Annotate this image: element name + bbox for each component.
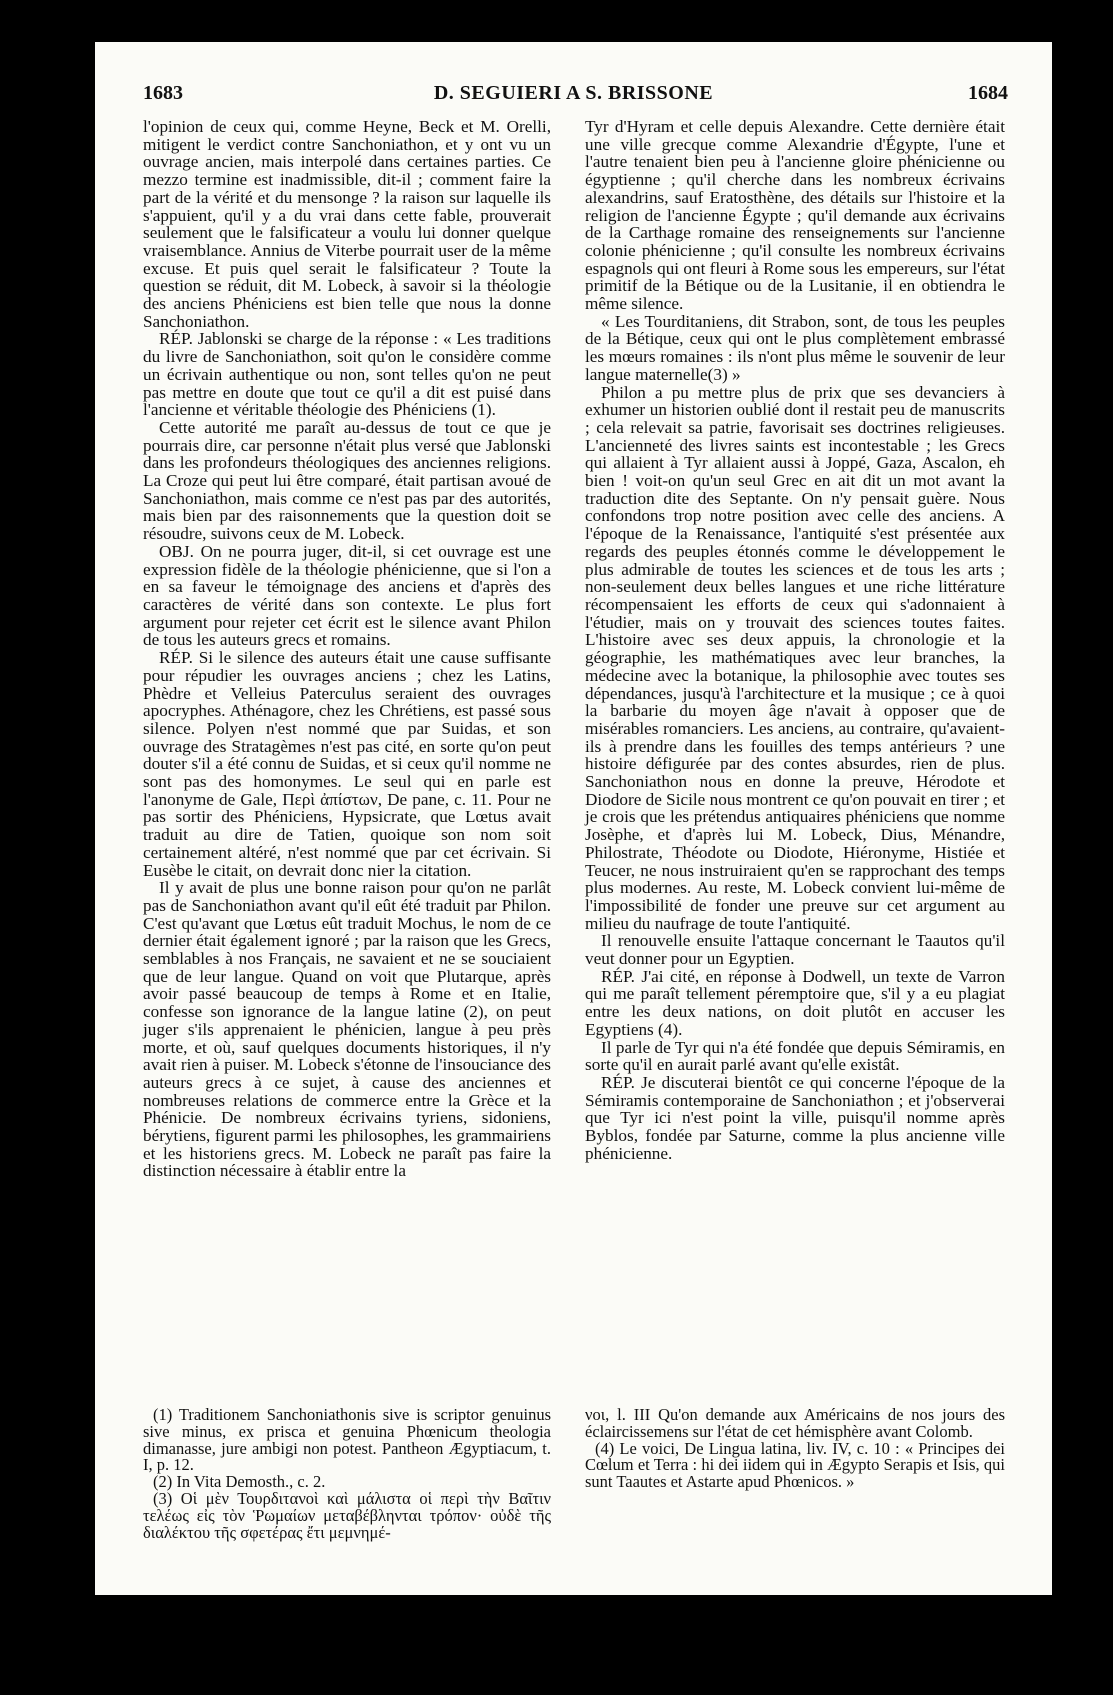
- paragraph: Il parle de Tyr qui n'a été fondée que depuis Sémiramis, en sorte qu'il en aurait parlé avant qu'elle existât.: [585, 1037, 1005, 1075]
- paragraph: Il renouvelle ensuite l'attaque concernant le Taautos qu'il veut donner pour un Egyptien.: [585, 931, 1005, 969]
- paragraph: l'opinion de ceux qui, comme Heyne, Beck et M. Orelli, mitigent le verdict contre Sanchoniathon, et y ont vu un ouvrage ancien, mais interpolé dans certaines parties. Ce mezzo termine est inadmissible, dit-il ; comment faire la part de la vérité et du mensonge ? la raison sur laquelle ils s'appuient, qu'il y a du vrai dans cette fable, prouverait seulement que le falsificateur a voulu lui donner quelque vraisemblance. Annius de Viterbe pourrait user de la même excuse. Et puis quel serait le falsificateur ? Toute la question se réduit, dit M. Lobeck, à savoir si la théologie des anciens Phéniciens est bien telle que nous la donne Sanchoniathon.: [143, 117, 551, 331]
- footnotes-right: [585, 1407, 1005, 1491]
- footnotes-left: [143, 1407, 551, 1541]
- paragraph: RÉP. Si le silence des auteurs était une cause suffisante pour répudier les ouvrages anciens ; chez les Latins, Phèdre et Velleius Paterculus seraient des ouvrages apocryphes. Athénagore, chez les Chrétiens, est passé sous silence. Polyen n'est nommé que par Suidas, et son ouvrage des Stratagèmes n'est pas cité, en sorte qu'on peut douter s'il a été connu de Suidas, et si ceux qu'il nomme ne sont pas des homonymes. Le seul qui en parle est l'anonyme de Gale, Περὶ ἀπίστων, De pane, c. 11. Pour ne pas sortir des Phéniciens, Hypsicrate, que Lœtus avait traduit au dire de Tatien, quoique son nom soit certainement altéré, n'est nommé que par cet écrivain. Si Eusèbe le citait, on devrait donc nier la citation.: [143, 648, 551, 880]
- right-column: [585, 118, 1005, 1162]
- running-title: D. SEGUIERI A S. BRISSONE: [433, 82, 714, 104]
- footnote: (4) Le voici, De Lingua latina, liv. IV, c. 10 : « Principes dei Cœlum et Terra : hi dei iidem qui in Ægypto Serapis et Isis, qui sunt Taautes et Astarte apud Phœnicos. »: [585, 1438, 1005, 1492]
- paragraph: Cette autorité me paraît au-dessus de tout ce que je pourrais dire, car personne n'était plus versé que Jablonski dans les profondeurs théologiques des anciennes religions. La Croze qui peut lui être comparé, était partisan avoué de Sanchoniathon, mais comme ce n'est pas par des autorités, mais bien par des raisonnements que la question doit se résoudre, suivons ceux de M. Lobeck.: [143, 417, 551, 544]
- page-number-right: 1684: [968, 82, 1008, 104]
- footnote: (2) In Vita Demosth., c. 2.: [153, 1472, 326, 1492]
- paragraph: Il y avait de plus une bonne raison pour qu'on ne parlât pas de Sanchoniathon avant qu'il eût été traduit par Philon. C'est qu'avant que Lœtus eût traduit Mochus, le nom de ce dernier était également ignoré ; par la raison que les Grecs, semblables à nos Français, ne savaient et ne se souciaient que de leur langue. Quand on voit que Plutarque, après avoir passé beaucoup de temps à Rome et en Italie, confesse son ignorance de la langue latine (2), on peut juger s'ils apprenaient le phénicien, langue à peu près morte, et où, sauf quelques documents historiques, il n'y avait rien à puiser. M. Lobeck s'étonne de l'insouciance des auteurs grecs à ce sujet, à cause des anciennes et nombreuses relations de commerce entre la Grèce et la Phénicie. De nombreux écrivains tyriens, sidoniens, bérytiens, figurent parmi les philosophes, les grammairiens et les historiens grecs. M. Lobeck ne paraît pas faire la distinction nécessaire à établir entre la: [143, 878, 551, 1181]
- page-number-left: 1683: [143, 82, 183, 104]
- paragraph: RÉP. Jablonski se charge de la réponse : « Les traditions du livre de Sanchoniathon, soit qu'on le considère comme un écrivain authentique ou non, sont telles qu'on ne peut pas mettre en doute que tout ce qu'il a dit est puisé dans l'ancienne et véritable théologie des Phéniciens (1).: [143, 329, 551, 420]
- paragraph: RÉP. Je discuterai bientôt ce qui concerne l'époque de la Sémiramis contemporaine de Sanchoniathon ; et j'observerai que Tyr ici n'est point la ville, puisqu'il nomme après Byblos, fondée par Saturne, comme la plus ancienne ville phénicienne.: [585, 1072, 1005, 1163]
- book-page: [95, 42, 1052, 1595]
- paragraph: « Les Tourditaniens, dit Strabon, sont, de tous les peuples de la Bétique, ceux qui ont le plus complètement embrassé les mœurs romaines : ils n'ont plus même le souvenir de leur langue maternelle(3) »: [585, 311, 1005, 384]
- footnote: (1) Traditionem Sanchoniathonis sive is scriptor genuinus sive minus, ex prisca et genuina Phœnicum theologia dimanasse, jure ambigi non potest. Pantheon Ægyptiacum, t. I, p. 12.: [143, 1405, 551, 1475]
- paragraph: RÉP. J'ai cité, en réponse à Dodwell, un texte de Varron qui me paraît tellement péremptoire que, s'il y a eu plagiat entre les deux nations, on doit plutôt en accuser les Egyptiens (4).: [585, 966, 1005, 1039]
- paragraph: OBJ. On ne pourra juger, dit-il, si cet ouvrage est une expression fidèle de la théologie phénicienne, que si l'on a en sa faveur le témoignage des anciens et d'après des caractères de vérité dans son contexte. Le plus fort argument pour rejeter cet écrit est le silence avant Philon de tous les auteurs grecs et romains.: [143, 541, 551, 650]
- paragraph: Philon a pu mettre plus de prix que ses devanciers à exhumer un historien oublié dont il restait peu de manuscrits ; cela relevait sa patrie, favorisait ses doctrines religieuses. L'ancienneté des livres saints est incontestable ; les Grecs qui allaient à Tyr allaient aussi à Joppé, Gaza, Ascalon, eh bien ! voit-on qu'un seul Grec en ait dit un mot avant la traduction dite des Septante. On n'y pensait guère. Nous confondons trop notre position avec celle des anciens. A l'époque de la Renaissance, l'antiquité s'est présentée aux regards des peuples étonnés comme le développement le plus admirable de toutes les sciences et de tous les arts ; non-seulement deux belles langues et une riche littérature récompensaient les efforts de ceux qui s'adonnaient à l'étudier, mais on y trouvait des sciences toutes faites. L'histoire avec ses deux appuis, la chronologie et la géographie, les mathématiques avec leur branches, la médecine avec la botanique, la philosophie avec toutes ses dépendances, jusqu'à l'architecture et la musique ; ce à quoi la barbarie du moyen âge n'avait à opposer que de misérables romanciers. Les anciens, au contraire, qu'avaient-ils à prendre dans les fouilles des temps antérieurs ? une histoire défigurée par des contes absurdes, rien de plus. Sanchoniathon nous en donne la preuve, Hérodote et Diodore de Sicile nous montrent ce qu'on pouvait en tirer ; et je crois que les prétendus antiquaires phéniciens que nomme Josèphe, et d'après lui M. Lobeck, Dius, Ménandre, Philostrate, Théodote ou Diodote, Hiéronyme, Histiée et Teucer, ne nous instruiraient qu'en se rapprochant des temps plus modernes. Au reste, M. Lobeck convient lui-même de l'impossibilité de fonder une preuve sur cet argument au milieu du naufrage de toute l'antiquité.: [585, 382, 1005, 933]
- paragraph: Tyr d'Hyram et celle depuis Alexandre. Cette dernière était une ville grecque comme Alexandrie d'Égypte, l'une et l'autre tenaient bien peu à l'ancienne gloire phénicienne ou égyptienne ; qu'il cherche dans les nombreux écrivains alexandrins, sauf Eratosthène, des détails sur l'histoire et la religion de l'ancienne Égypte ; qu'il demande aux écrivains de la Carthage romaine des renseignements sur l'ancienne colonie phénicienne ; qu'il consulte les nombreux écrivains espagnols qui ont fleuri à Rome sous les empereurs, sur l'état primitif de la Bétique ou de la Lusitanie, il en obtiendra le même silence.: [585, 117, 1005, 314]
- footnote: (3) Οἱ μὲν Τουρδιτανοὶ καὶ μάλιστα οἱ περὶ τὴν Βαῖτιν τελέως εἰς τὸν Ῥωμαίων μεταβέβληνται τρόπον· οὐδὲ τῆς διαλέκτου τῆς σφετέρας ἔτι μεμνημέ-: [143, 1488, 551, 1542]
- footnote: νοι, l. III Qu'on demande aux Américains de nos jours des éclaircissemens sur l'état de cet hémisphère avant Colomb.: [585, 1405, 1005, 1441]
- left-column: [143, 118, 551, 1180]
- page-header: [95, 82, 1052, 110]
